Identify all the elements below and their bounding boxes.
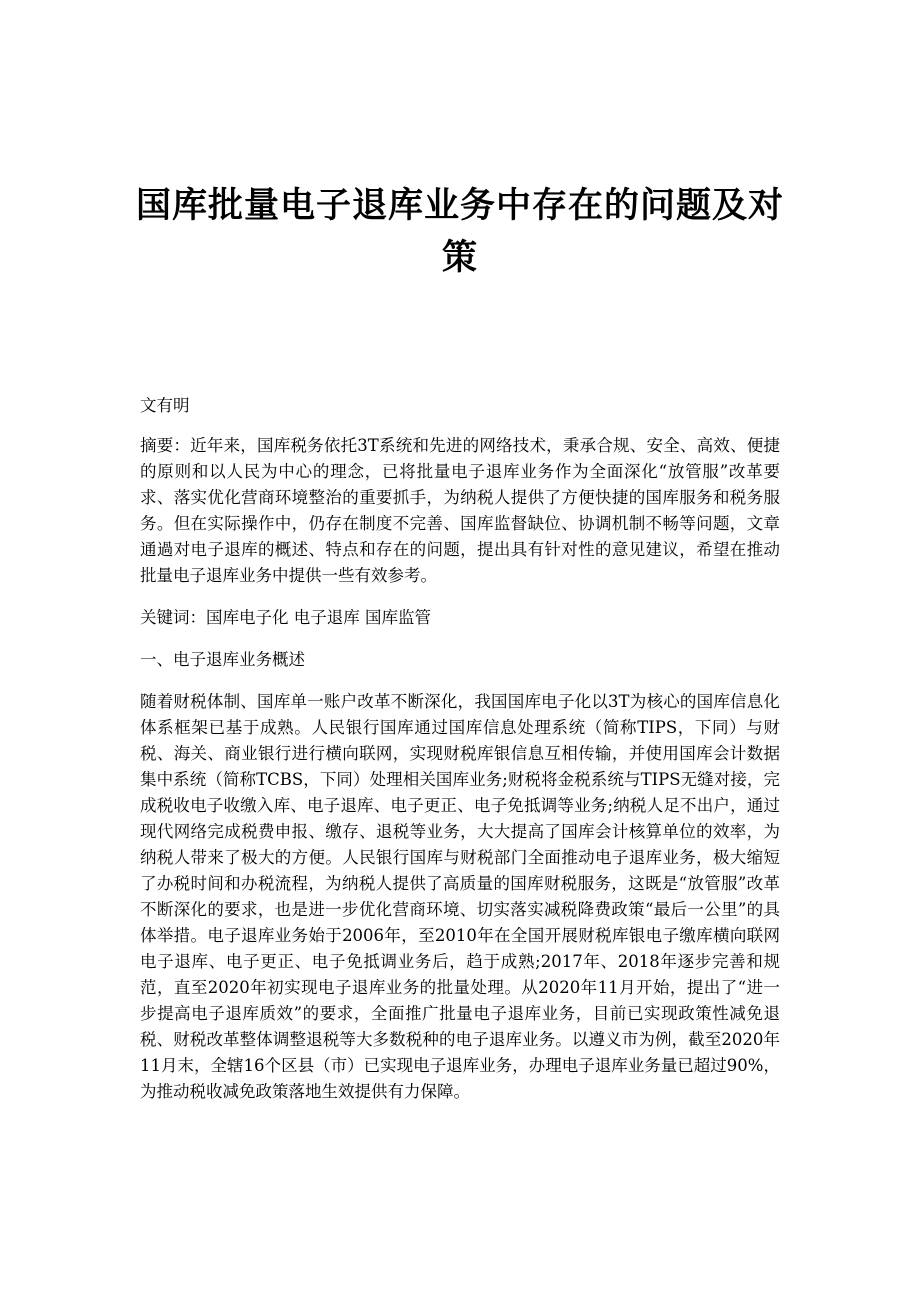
keywords-line: 关键词：国库电子化 电子退库 国库监管 xyxy=(140,608,431,627)
section-paragraph: 随着财税体制、国库单一账户改革不断深化，我国国库电子化以3T为核心的国库信息化体系框架已基于成熟。人民银行国库通过国库信息处理系统（简称TIPS，下同）与财税、海关、商业银行进行横向联网，实现财税库银信息互相传输，并使用国库会计数据集中系统（简称TCBS，下同）处理相关国库业务;财税将金税系统与TIPS无缝对接，完成税收电子收缴入库、电子退库、电子更正、电子免抵调等业务;纳税人足不出户，通过现代网络完成税费申报、缴存、退税等业务，大大提高了国库会计核算单位的效率，为纳税人带来了极大的方便。人民银行国库与财税部门全面推动电子退库业务，极大缩短了办税时间和办税流程，为纳税人提供了高质量的国库财税服务，这既是“放管服”改革不断深化的要求，也是进一步优化营商环境、切实落实减税降费政策“最后一公里”的具体举措。电子退库业务始于2006年，至2010年在全国开展财税库银电子缴库横向联网电子退库、电子更正、电子免抵调业务后，趋于成熟;2017年、2018年逐步完善和规范，直至2020年初实现电子退库业务的批量处理。从2020年11月开始，提出了“进一步提高电子退库质效”的要求，全面推广批量电子退库业务，目前已实现政策性减免退税、财税改革整体调整退税等大多数税种的电子退库业务。以遵义市为例，截至2020年11月末，全辖16个区县（市）已实现电子退库业务，办理电子退库业务量已超过90%，为推动税收减免政策落地生效提供有力保障。 xyxy=(140,692,780,1101)
author-name: 文有明 xyxy=(140,396,190,415)
abstract-paragraph: 摘要：近年来，国库税务依托3T系统和先进的网络技术，秉承合规、安全、高效、便捷的原则和以人民为中心的理念，已将批量电子退库业务作为全面深化“放管服”改革要求、落实优化营商环境整治的重要抓手，为纳税人提供了方便快捷的国库服务和税务服务。但在实际操作中，仍存在制度不完善、国库监督缺位、协调机制不畅等问题，文章通過对电子退库的概述、特点和存在的问题，提出具有针对性的意见建议，希望在推动批量电子退库业务中提供一些有效参考。 xyxy=(140,436,780,585)
document-body xyxy=(140,393,780,1121)
section-heading: 一、电子退库业务概述 xyxy=(140,650,305,669)
document-title: 国库批量电子退库业务中存在的问题及对策 xyxy=(135,186,784,278)
